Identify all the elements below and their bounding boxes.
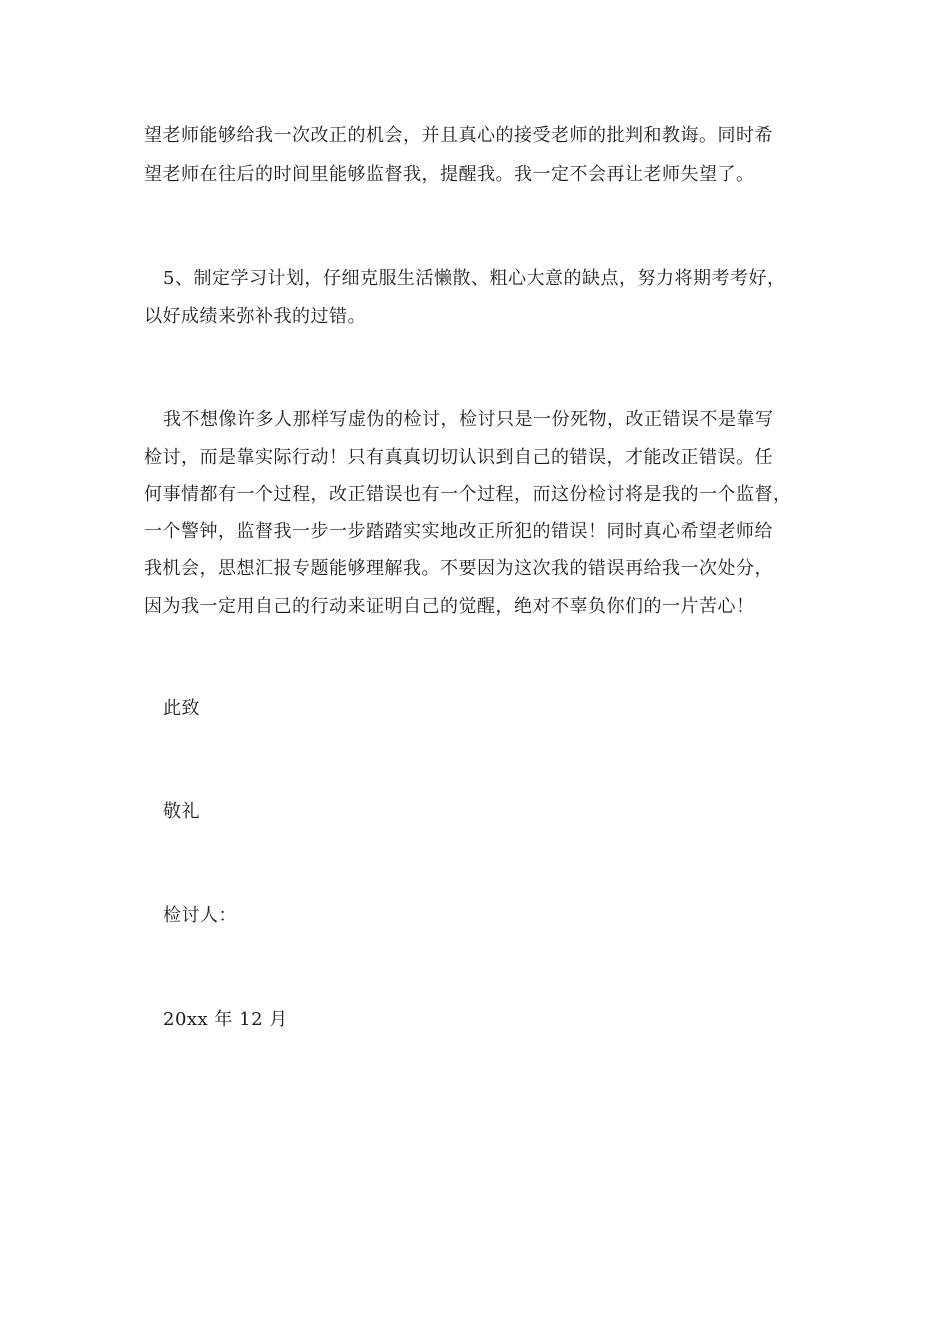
paragraph-3-line-2: 检讨，而是靠实际行动！只有真真切切认识到自己的错误，才能改正错误。任 xyxy=(144,447,773,468)
signer-label: 检讨人： xyxy=(163,905,237,926)
paragraph-3-line-6: 因为我一定用自己的行动来证明自己的觉醒，绝对不辜负你们的一片苦心！ xyxy=(144,596,755,617)
paragraph-1-line-1: 望老师能够给我一次改正的机会，并且真心的接受老师的批判和教诲。同时希 xyxy=(144,125,773,146)
paragraph-3-line-4: 一个警钟，监督我一步一步踏踏实实地改正所犯的错误！同时真心希望老师给 xyxy=(144,521,773,542)
paragraph-3-line-5: 我机会，思想汇报专题能够理解我。不要因为这次我的错误再给我一次处分， xyxy=(144,558,773,579)
paragraph-3-line-1: 我不想像许多人那样写虚伪的检讨，检讨只是一份死物，改正错误不是靠写 xyxy=(163,409,774,430)
paragraph-3-line-3: 何事情都有一个过程，改正错误也有一个过程，而这份检讨将是我的一个监督， xyxy=(144,484,792,505)
closing-regards: 敬礼 xyxy=(163,801,200,822)
paragraph-2-line-1: 5、制定学习计划，仔细克服生活懒散、粗心大意的缺点，努力将期考考好， xyxy=(163,268,786,289)
paragraph-2-line-2: 以好成绩来弥补我的过错。 xyxy=(144,306,366,327)
closing-salutation: 此致 xyxy=(163,698,200,719)
paragraph-1-line-2: 望老师在往后的时间里能够监督我，提醒我。我一定不会再让老师失望了。 xyxy=(144,164,755,185)
document-date: 20xx 年 12 月 xyxy=(163,1009,288,1030)
